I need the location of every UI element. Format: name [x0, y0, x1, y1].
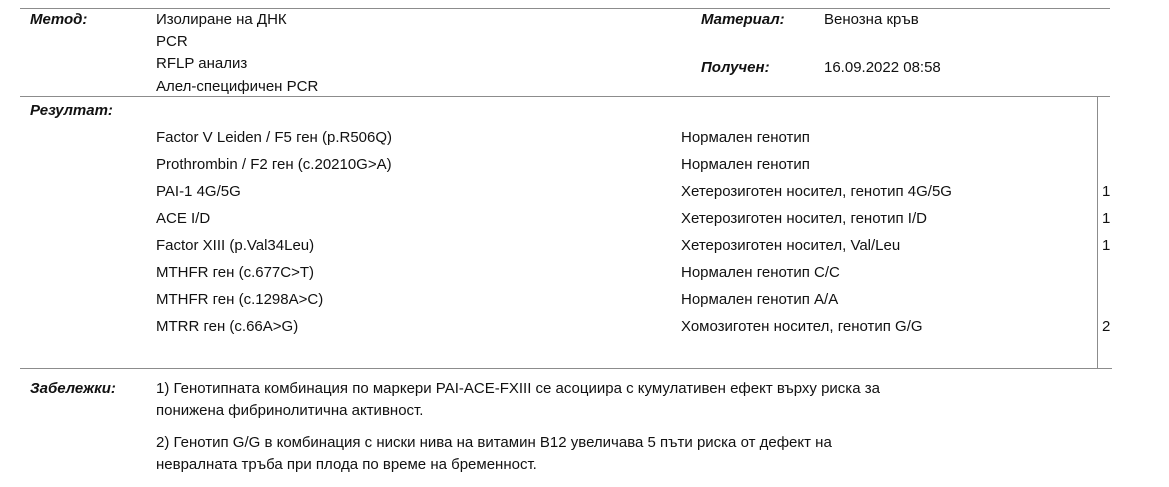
result-value: Нормален генотип	[681, 156, 810, 173]
result-value: Хетерозиготен носител, Val/Leu	[681, 237, 901, 254]
result-test: MTHFR ген (c.677C>T)	[156, 264, 315, 281]
result-note: 1	[1102, 183, 1111, 200]
results-label: Резултат:	[30, 102, 113, 119]
result-test: MTRR ген (c.66A>G)	[156, 318, 299, 335]
material-value: Венозна кръв	[824, 11, 919, 28]
notes-label: Забележки:	[30, 380, 116, 397]
method-item: RFLP анализ	[156, 55, 248, 72]
result-note: 2	[1102, 318, 1111, 335]
method-item: Алел-специфичен PCR	[156, 78, 319, 95]
note-line: невралната тръба при плода по време на бременност.	[156, 456, 537, 473]
result-value: Хетерозиготен носител, генотип I/D	[681, 210, 927, 227]
method-item: Изолиране на ДНК	[156, 11, 287, 28]
material-label: Материал:	[701, 11, 785, 28]
result-test: PAI-1 4G/5G	[156, 183, 241, 200]
received-label: Получен:	[701, 59, 770, 76]
result-value: Нормален генотип A/A	[681, 291, 839, 308]
header-bottom-rule	[20, 96, 1110, 97]
result-test: Factor V Leiden / F5 ген (p.R506Q)	[156, 129, 393, 146]
note-line: 2) Генотип G/G в комбинация с ниски нива на витамин B12 увеличава 5 пъти риска от дефект на	[156, 434, 832, 451]
result-value: Хетерозиготен носител, генотип 4G/5G	[681, 183, 952, 200]
received-value: 16.09.2022 08:58	[824, 59, 941, 76]
method-item: PCR	[156, 33, 188, 50]
result-test: Prothrombin / F2 ген (c.20210G>A)	[156, 156, 392, 173]
results-right-rule	[1097, 97, 1098, 368]
result-note: 1	[1102, 210, 1111, 227]
note-line: понижена фибринолитична активност.	[156, 402, 424, 419]
top-rule	[20, 8, 1110, 9]
result-value: Хомозиготен носител, генотип G/G	[681, 318, 923, 335]
results-bottom-rule	[20, 368, 1112, 369]
note-line: 1) Генотипната комбинация по маркери PAI-ACE-FXIII се асоциира с кумулативен ефект върху риска за	[156, 380, 880, 397]
result-note: 1	[1102, 237, 1111, 254]
result-test: ACE I/D	[156, 210, 211, 227]
result-value: Нормален генотип C/C	[681, 264, 840, 281]
result-value: Нормален генотип	[681, 129, 810, 146]
result-test: MTHFR ген (c.1298A>C)	[156, 291, 324, 308]
result-test: Factor XIII (p.Val34Leu)	[156, 237, 315, 254]
method-label: Метод:	[30, 11, 88, 28]
